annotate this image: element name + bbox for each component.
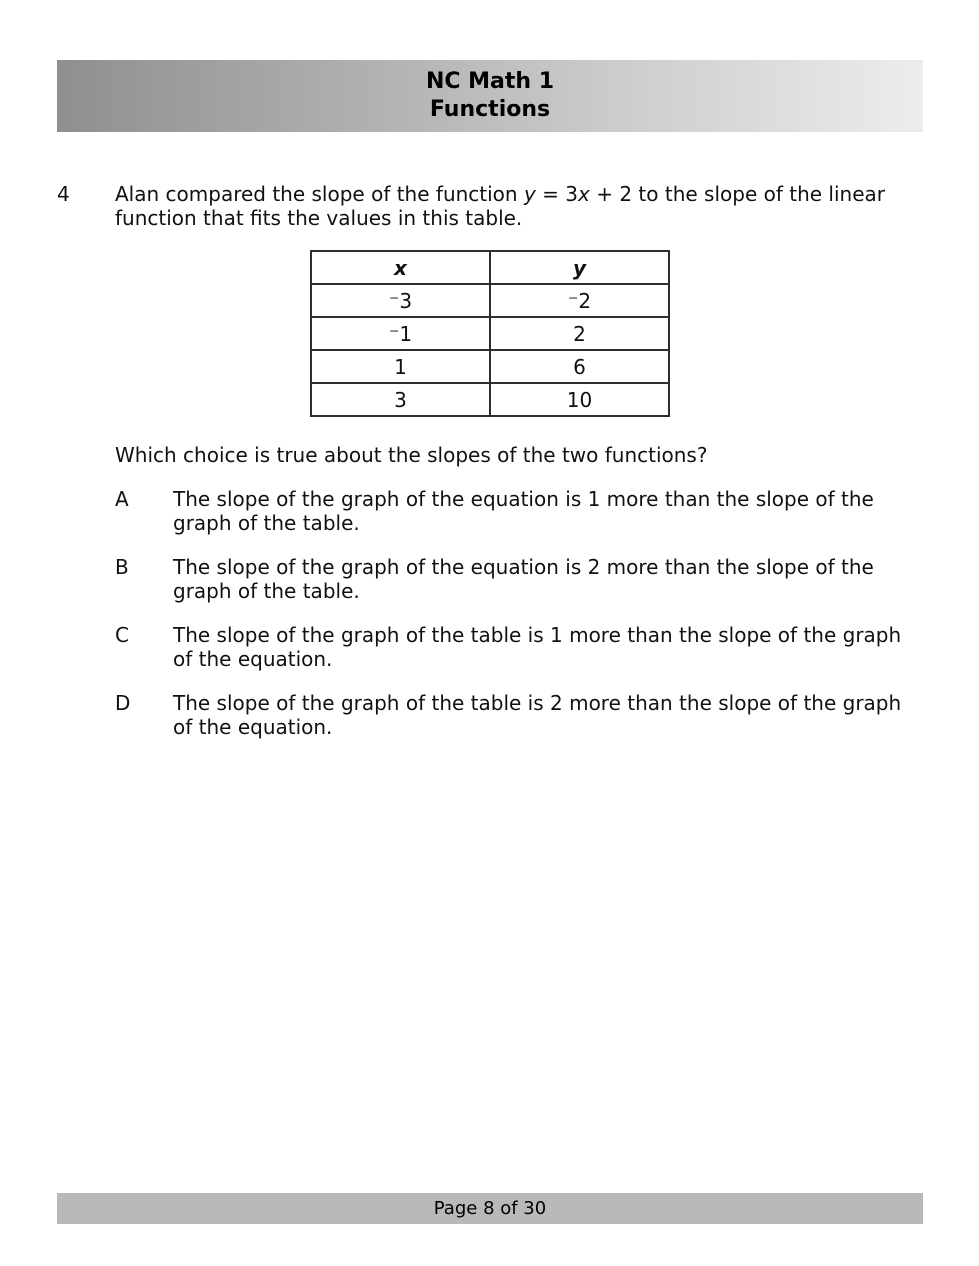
question-stem: Which choice is true about the slopes of the two functions? — [115, 443, 708, 467]
choice-text: The slope of the graph of the table is 1 more than the slope of the graph of the equation. — [173, 623, 902, 671]
variable-x: x — [578, 182, 590, 206]
choice-letter: D — [115, 691, 131, 715]
equation-mid: = 3 — [535, 182, 579, 206]
table-row — [311, 317, 669, 350]
table-cell-y: 10 — [490, 383, 669, 416]
choice-text: The slope of the graph of the table is 2 more than the slope of the graph of the equation. — [173, 691, 902, 739]
choice-letter: A — [115, 487, 129, 511]
column-header-x: x — [311, 251, 490, 284]
choice-text: The slope of the graph of the equation is 2 more than the slope of the graph of the table. — [173, 555, 874, 603]
choice-a — [115, 487, 923, 535]
header-title-line2: Functions — [429, 97, 551, 122]
table-cell-x: 1 — [311, 350, 490, 383]
choice-d — [115, 691, 923, 739]
question-number: 4 — [57, 182, 70, 206]
header-title-line1: NC Math 1 — [425, 69, 555, 94]
question-block — [57, 182, 923, 739]
prompt-text: Alan compared the slope of the function — [115, 182, 524, 206]
prompt-text-end: + 2 to the slope of the linear function that fits the values in this table. — [115, 182, 885, 230]
table-row — [311, 284, 669, 317]
table-row — [311, 350, 669, 383]
table-header-row — [311, 251, 669, 284]
table-row — [311, 383, 669, 416]
table-cell-x: ⁻3 — [311, 284, 490, 317]
column-header-y: y — [490, 251, 669, 284]
variable-y: y — [523, 182, 536, 206]
question-prompt — [115, 182, 893, 230]
table-cell-y: 2 — [490, 317, 669, 350]
question-body — [115, 182, 923, 739]
footer-bar — [57, 1193, 923, 1224]
table-cell-y: 6 — [490, 350, 669, 383]
choice-letter: B — [115, 555, 129, 579]
values-table — [310, 250, 670, 417]
choice-text: The slope of the graph of the equation is 1 more than the slope of the graph of the table. — [173, 487, 874, 535]
page-number: Page 8 of 30 — [433, 1198, 547, 1219]
choice-letter: C — [115, 623, 129, 647]
table-cell-x: ⁻1 — [311, 317, 490, 350]
table-cell-y: ⁻2 — [490, 284, 669, 317]
table-cell-x: 3 — [311, 383, 490, 416]
choice-b — [115, 555, 923, 603]
choice-c — [115, 623, 923, 671]
header-banner — [57, 60, 923, 132]
